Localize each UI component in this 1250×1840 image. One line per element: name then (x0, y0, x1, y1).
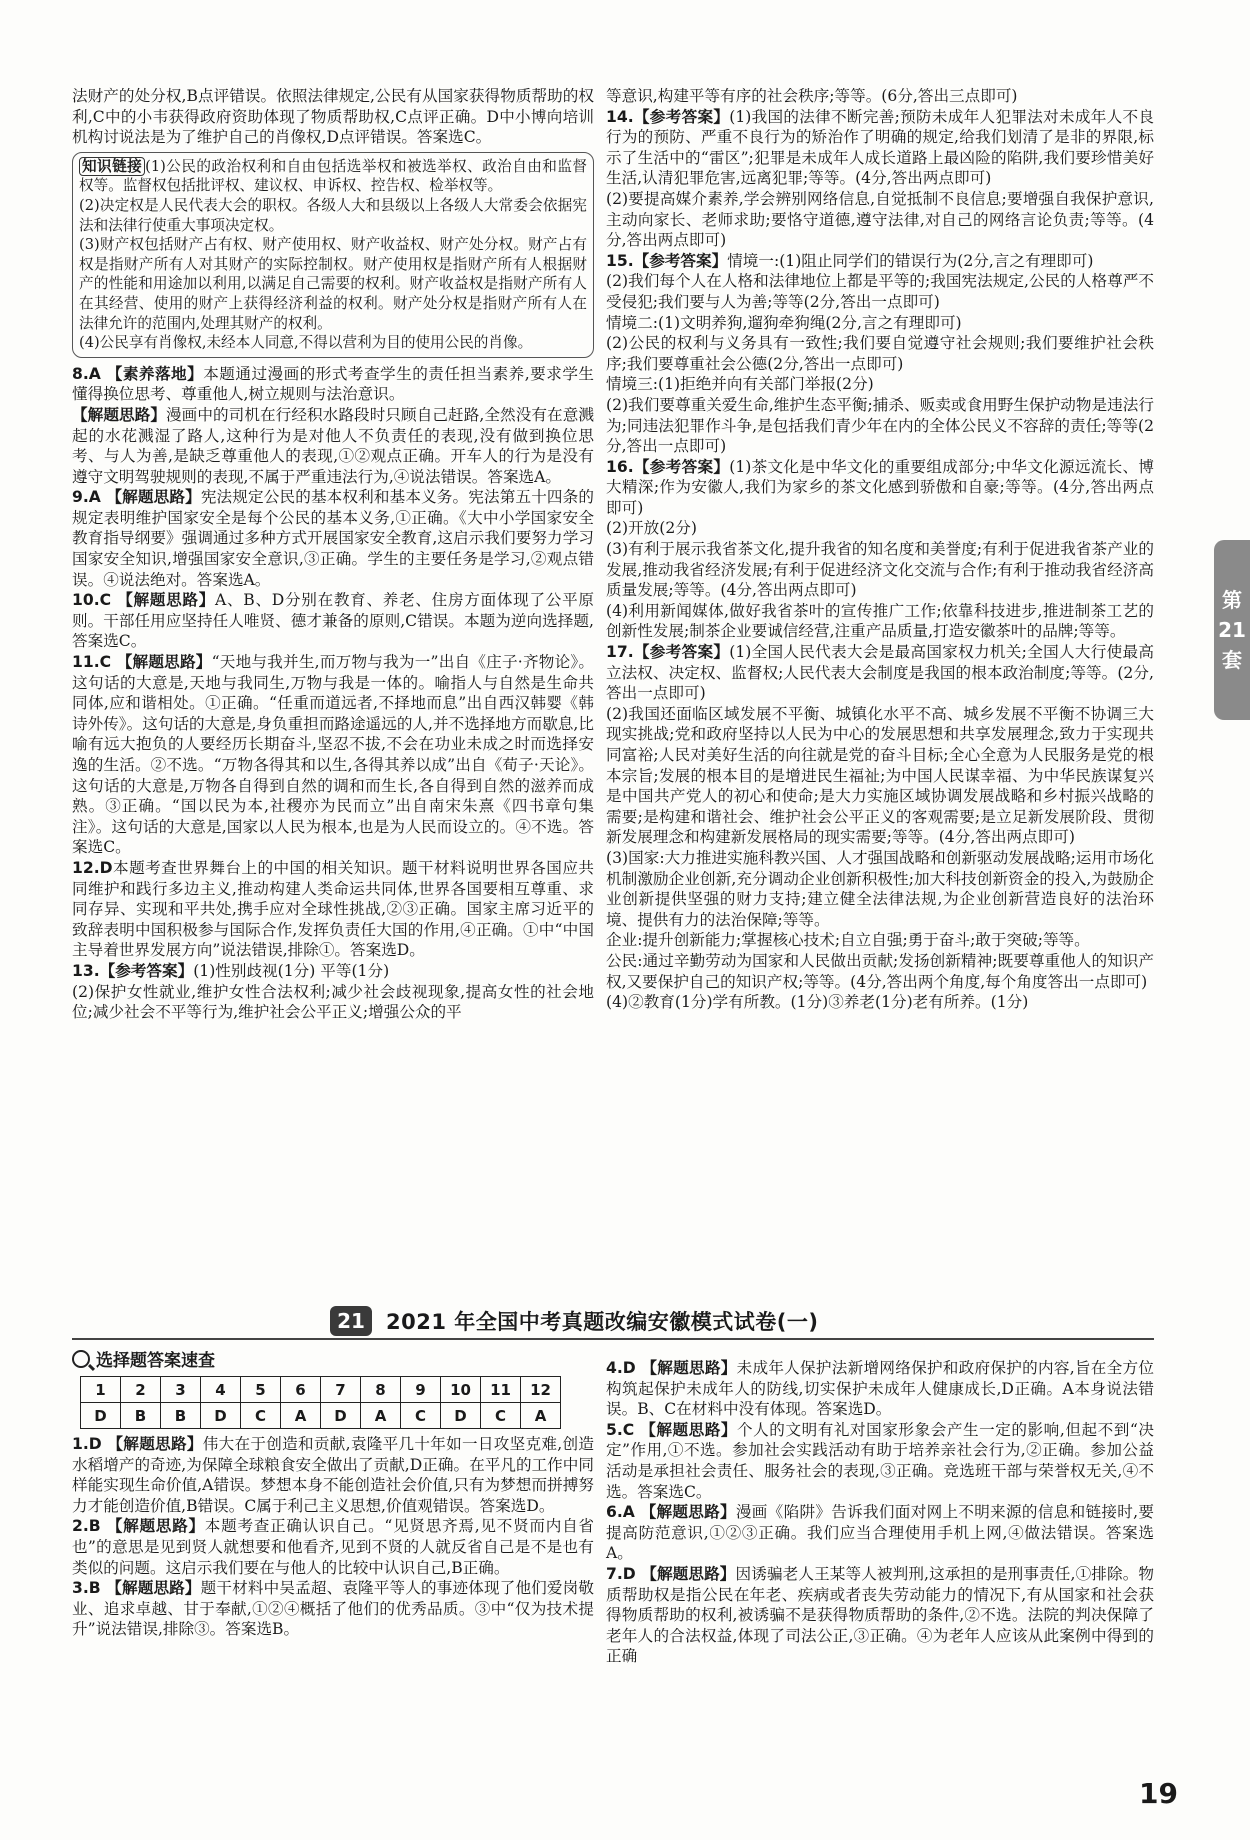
table-cell: B (121, 1403, 161, 1429)
answer-text: (2)保护女性就业,维护女性合法权利;减少社会歧视现象,提高女性的社会地位;减少社会不平等行为,维护社会公平正义;增强公众的平 (72, 982, 594, 1022)
answer-text: 情境三:(1)拒绝并向有关部门举报(2分) (606, 375, 874, 394)
answer-text: 题干材料中吴孟超、袁隆平等人的事迹体现了他们爱岗敬业、追求卓越、甘于奉献,①②④概括了他们的优秀品质。③中“仅为技术提升”说法错误,排除③。答案选B。 (72, 1579, 594, 1639)
answer-text: 漫画《陷阱》告诉我们面对网上不明来源的信息和链接时,要提高防范意识,①②③正确。我们应当合理使用手机上网,④做法错误。答案选A。 (606, 1503, 1154, 1563)
answer-item (606, 333, 1154, 374)
table-cell: 8 (361, 1377, 401, 1403)
answer-head: 15.【参考答案】 (606, 251, 728, 270)
table-cell: B (161, 1403, 201, 1429)
answer-text: (2)公民的权利与义务具有一致性;我们要自觉遵守社会规则;我们要维护社会秩序;我们要尊重社会公德(2分,答出一点即可) (606, 334, 1154, 373)
answer-head: 14.【参考答案】 (606, 107, 730, 126)
answer-head: 12.D (72, 858, 113, 877)
answer-text: 本题考查世界舞台上的中国的相关知识。题干材料说明世界各国应共同维护和践行多边主义,推动构建人类命运共同体,世界各国要相互尊重、求同存异、实现和平共处,携手应对全球性挑战,②③正确。国家主席习近平的致辞表明中国积极参与国际合作,发挥负责任大国的作用,④正确。①中“中国主导着世界发展方向”说法错误,排除①。答案选D。 (72, 858, 594, 960)
table-cell: C (401, 1403, 441, 1429)
answer-item (72, 982, 594, 1023)
answer-item (72, 858, 594, 961)
answer-head: 【解题思路】 (72, 405, 167, 424)
answer-item (606, 107, 1154, 189)
answer-item (606, 992, 1154, 1013)
answer-item (72, 487, 594, 590)
answer-text: 漫画中的司机在行经积水路段时只顾自己赶路,全然没有在意溅起的水花溅湿了路人,这种行为是对他人不负责任的表现,没有做到换位思考、与人为善,是缺乏尊重他人的表现,①②观点正确。开车人的行为是没有遵守文明驾驶规则的表现,不属于严重违法行为,④说法错误。答案选A。 (72, 405, 594, 486)
answer-item (606, 1358, 1154, 1420)
answer-item (606, 704, 1154, 848)
answer-item (72, 590, 594, 652)
answer-item (606, 539, 1154, 601)
answer-text: (2)我们要尊重关爱生命,维护生态平衡;捕杀、贩卖或食用野生保护动物是违法行为;同违法犯罪作斗争,是包括我们青少年在内的全体公民义不容辞的责任;等等(2分,答出一点即可) (606, 395, 1154, 456)
answer-text: (1)茶文化是中华文化的重要组成部分;中华文化源远流长、博大精深;作为安徽人,我们为家乡的茶文化感到骄傲和自豪;等等。(4分,答出两点即可) (606, 457, 1155, 517)
set-side-tab (1214, 540, 1250, 720)
answer-item (606, 251, 1154, 272)
answer-text: (2)开放(2分) (606, 519, 697, 538)
table-cell: C (481, 1403, 521, 1429)
answer-head: 16.【参考答案】 (606, 457, 730, 476)
side-tab-text: 套 (1222, 648, 1242, 672)
answer-head: 13.【参考答案】 (72, 961, 194, 980)
table-cell: 6 (281, 1377, 321, 1403)
answer-head: 4.D 【解题思路】 (606, 1359, 737, 1377)
answer-text: (1)全国人民代表大会是最高国家权力机关;全国人大行使最高立法权、决定权、监督权;人民代表大会制度是我国的根本政治制度;等等。(2分,答出一点即可) (606, 643, 1155, 703)
table-cell: D (201, 1403, 241, 1429)
banner-divider (72, 1338, 1154, 1340)
table-cell: 12 (521, 1377, 561, 1403)
bottom-right-column (606, 1358, 1154, 1667)
table-cell: 9 (401, 1377, 441, 1403)
answer-text: 宪法规定公民的基本权利和基本义务。宪法第五十四条的规定表明维护国家安全是每个公民的基本义务,①正确。《大中小学国家安全教育指导纲要》强调通过多种方式开展国家安全教育,这启示我们要努力学习国家安全知识,增强国家安全意识,③正确。学生的主要任务是学习,②观点错误。④说法绝对。答案选A。 (72, 488, 594, 589)
answer-text: 情境二:(1)文明养狗,遛狗牵狗绳(2分,言之有理即可) (606, 313, 962, 332)
side-tab-text: 第 (1222, 588, 1242, 612)
answer-item (606, 395, 1154, 457)
table-cell: D (441, 1403, 481, 1429)
answer-text: 等意识,构建平等有序的社会秩序;等等。(6分,答出三点即可) (606, 87, 1018, 105)
answer-item (72, 364, 594, 405)
answer-text: (2)我们每个人在人格和法律地位上都是平等的;我国宪法规定,公民的人格尊严不受侵犯;我们要与人为善;等等(2分,答出一点即可) (606, 272, 1154, 311)
page-number: 19 (1139, 1777, 1178, 1810)
answer-text: (2)我国还面临区域发展不平衡、城镇化水平不高、城乡发展不平衡不协调三大现实挑战;党和政府坚持以人民为中心的发展思想和共享发展理念,致力于实现共同富裕;人民对美好生活的向往就是党的奋斗目标;全心全意为人民服务是党的根本宗旨;发展的根本目的是增进民生福祉;为中国人民谋幸福、为中华民族谋复兴是中国共产党人的初心和使命;是大力实施区域协调发展战略和乡村振兴战略的需要;是构建和谐社会、维护社会公平正义的客观需要;是立足新发展阶段、贯彻新发展理念和构建新发展格局的现实需要;等等。(4分,答出两点即可) (606, 704, 1154, 847)
magnifier-icon (72, 1350, 90, 1368)
table-cell: D (321, 1403, 361, 1429)
knowledge-box-title: 知识链接 (79, 157, 145, 176)
answer-item (72, 405, 594, 487)
table-cell: 5 (241, 1377, 281, 1403)
answer-head: 2.B 【解题思路】 (72, 1517, 205, 1536)
table-cell: A (521, 1403, 561, 1429)
answer-head: 11.C 【解题思路】 (72, 653, 212, 672)
answer-item (606, 374, 1154, 395)
answer-item (606, 951, 1154, 992)
answer-table (80, 1376, 561, 1429)
answer-head: 9.A 【解题思路】 (72, 488, 201, 507)
table-cell: 2 (121, 1377, 161, 1403)
left-column (72, 86, 594, 1023)
left-intro: 法财产的处分权,B点评错误。依照法律规定,公民有从国家获得物质帮助的权利,C中的小韦获得政府资助体现了物质帮助权,C点评正确。D中小博向培训机构讨说法是为了维护自己的肖像权,D点评错误。答案选C。 (72, 87, 594, 147)
answer-item (606, 86, 1154, 107)
knowledge-line: (1)公民的政治权利和自由包括选举权和被选举权、政治自由和监督权等。监督权包括批评权、建议权、申诉权、控告权、检举权等。 (79, 157, 587, 195)
answer-item (606, 848, 1154, 930)
answer-text: 情境一:(1)阻止同学们的错误行为(2分,言之有理即可) (727, 251, 1094, 270)
answer-item (72, 652, 594, 858)
answer-text: (2)要提高媒介素养,学会辨别网络信息,自觉抵制不良信息;要增强自我保护意识,主动向家长、老师求助;要恪守道德,遵守法律,对自己的网络言论负责;等等。(4分,答出两点即可) (606, 189, 1154, 250)
table-cell: 7 (321, 1377, 361, 1403)
knowledge-line: (3)财产权包括财产占有权、财产使用权、财产收益权、财产处分权。财产占有权是指财产所有人对其财产的实际控制权。财产使用权是指财产所有人根据财产的性能和用途加以利用,以满足自己需要的权利。财产收益权是指财产所有人在其经营、使用的财产上获得经济利益的权利。财产处分权是指财产所有人在法律允许的范围内,处理其财产的权利。 (79, 236, 587, 332)
table-cell: A (281, 1403, 321, 1429)
answer-text: (3)国家:大力推进实施科教兴国、人才强国战略和创新驱动发展战略;运用市场化机制激励企业创新,充分调动企业创新积极性;加大科技创新资金的投入,为鼓励企业创新提供坚强的财力支持;建立健全法律法规,为企业创新营造良好的法治环境、提供有力的法治保障;等等。 (606, 848, 1154, 929)
answer-text: 因诱骗老人王某等人被判刑,这承担的是刑事责任,①排除。物质帮助权是指公民在年老、疾病或者丧失劳动能力的情况下,有从国家和社会获得物质帮助的权利,被诱骗不是获得物质帮助的条件,②不选。法院的判决保障了老年人的合法权益,体现了司法公正,③正确。④为老年人应该从此案例中得到的正确 (606, 1564, 1154, 1666)
answer-item (606, 1502, 1154, 1564)
right-column (606, 86, 1154, 1013)
answer-text: (3)有利于展示我省茶文化,提升我省的知名度和美誉度;有利于促进我省茶产业的发展,推动我省经济发展;有利于促进经济文化交流与合作;有利于推动我省经济高质量发展;等等。(4分,答出两点即可) (606, 540, 1154, 600)
table-cell: D (81, 1403, 121, 1429)
answer-item (606, 1564, 1154, 1667)
side-tab-text: 21 (1218, 618, 1246, 642)
answer-item (606, 642, 1154, 704)
table-row-numbers (81, 1377, 561, 1403)
answer-text: “天地与我并生,而万物与我为一”出自《庄子·齐物论》。这句话的大意是,天地与我同生,万物与我是一体的。喻指人与自然是生命共同体,应和谐相处。①正确。“任重而道远者,不择地而息”出自西汉韩婴《韩诗外传》。这句话的大意是,身负重担而路途遥远的人,并不选择地方而歇息,比喻有远大抱负的人要经历长期奋斗,坚忍不拔,不会在功业未成之时而选择安逸的生活。②不选。“万物各得其和以生,各得其养以成”出自《荀子·天论》。这句话的大意是,万物各自得到自然的调和而生长,各自得到自然的滋养而成熟。③正确。“国以民为本,社稷亦为民而立”出自南宋朱熹《四书章句集注》。这句话的大意是,国家以人民为根本,也是为人民而设立的。④不选。答案选C。 (72, 653, 594, 857)
bottom-left-column (72, 1434, 594, 1640)
answer-item (72, 1578, 594, 1640)
test-banner (72, 1302, 1154, 1340)
table-cell: 10 (441, 1377, 481, 1403)
answer-head: 1.D 【解题思路】 (72, 1435, 203, 1453)
answer-item (72, 1516, 594, 1578)
answer-text: 公民:通过辛勤劳动为国家和人民做出贡献;发扬创新精神;既要尊重他人的知识产权,又要保护自己的知识产权;等等。(4分,答出两个角度,每个角度答出一点即可) (606, 951, 1154, 991)
table-cell: 1 (81, 1377, 121, 1403)
quick-answer-title: 选择题答案速查 (96, 1351, 215, 1371)
answer-item (606, 518, 1154, 539)
quick-answer-header (72, 1346, 215, 1371)
answer-text: 本题考查正确认识自己。“见贤思齐焉,见不贤而内自省也”的意思是见到贤人就想要和他看齐,见到不贤的人就反省自己是不是也有类似的问题。这启示我们要在与他人的比较中认识自己,B正确。 (72, 1517, 594, 1577)
answer-head: 8.A 【素养落地】 (72, 364, 204, 383)
answer-item (72, 961, 594, 982)
answer-item (606, 313, 1154, 334)
answer-item (606, 930, 1154, 951)
table-cell: A (361, 1403, 401, 1429)
answer-text: 未成年人保护法新增网络保护和政府保护的内容,旨在全方位构筑起保护未成年人的防线,切实保护未成年人健康成长,D正确。A本身说法错误。B、C在材料中没有体现。答案选D。 (606, 1359, 1154, 1419)
table-row-answers (81, 1403, 561, 1429)
knowledge-line: (2)决定权是人民代表大会的职权。各级人大和县级以上各级人大常委会依据宪法和法律行使重大事项决定权。 (79, 196, 587, 234)
answer-head: 7.D 【解题思路】 (606, 1564, 736, 1583)
knowledge-box (72, 152, 594, 358)
answer-text: (4)②教育(1分)学有所教。(1分)③养老(1分)老有所养。(1分) (606, 993, 1029, 1012)
table-cell: 4 (201, 1377, 241, 1403)
answer-text: 企业:提升创新能力;掌握核心技术;自立自强;勇于奋斗;敢于突破;等等。 (606, 931, 1090, 950)
answer-text: A、B、D分别在教育、养老、住房方面体现了公平原则。干部任用应坚持任人唯贤、德才兼备的原则,C错误。本题为逆向选择题,答案选C。 (72, 591, 594, 651)
answer-text: (1)我国的法律不断完善;预防未成年人犯罪法对未成年人不良行为的预防、严重不良行为的矫治作了明确的规定,给我们划清了是非的界限,标示了生活中的“雷区”;犯罪是未成年人成长道路上最凶险的陷阱,我们要珍惜美好生活,认清犯罪危害,远离犯罪;等等。(4分,答出两点即可) (606, 107, 1155, 188)
answer-head: 17.【参考答案】 (606, 643, 730, 662)
knowledge-line: (4)公民享有肖像权,未经本人同意,不得以营利为目的使用公民的肖像。 (79, 334, 533, 352)
test-title: 2021 年全国中考真题改编安徽模式试卷(一) (386, 1310, 819, 1334)
answer-text: 伟大在于创造和贡献,袁隆平几十年如一日攻坚克难,创造水稻增产的奇迹,为保障全球粮食安全做出了贡献,D正确。在平凡的工作中同样能实现生命价值,A错误。梦想本身不能创造社会价值,只有为梦想而拼搏努力才能创造价值,B错误。C属于利己主义思想,价值观错误。答案选D。 (72, 1435, 594, 1515)
test-number-badge: 21 (330, 1306, 372, 1336)
answer-text: (1)性别歧视(1分) 平等(1分) (193, 961, 390, 980)
table-cell: 11 (481, 1377, 521, 1403)
answer-item (72, 1434, 594, 1516)
answer-item (606, 189, 1154, 251)
answer-text: (4)利用新闻媒体,做好我省茶叶的宣传推广工作;依靠科技进步,推进制茶工艺的创新性发展;制茶企业要诚信经营,注重产品质量,打造安徽茶叶的品牌;等等。 (606, 601, 1154, 641)
table-cell: 3 (161, 1377, 201, 1403)
answer-item (606, 601, 1154, 642)
answer-item (606, 1420, 1154, 1502)
answer-head: 5.C 【解题思路】 (606, 1420, 738, 1439)
answer-item (606, 457, 1154, 519)
answer-item (606, 271, 1154, 312)
answer-text: 本题通过漫画的形式考查学生的责任担当素养,要求学生懂得换位思考、尊重他人,树立规则与法治意识。 (72, 364, 594, 404)
answer-head: 10.C 【解题思路】 (72, 591, 216, 610)
answer-text: 个人的文明有礼对国家形象会产生一定的影响,但起不到“决定”作用,①不选。参加社会实践活动有助于培养亲社会行为,②正确。参加公益活动是承担社会责任、服务社会的表现,③正确。竞选班干部与荣誉权无关,④不选。答案选C。 (606, 1420, 1154, 1501)
answer-head: 6.A 【解题思路】 (606, 1503, 736, 1522)
answer-head: 3.B 【解题思路】 (72, 1579, 201, 1598)
table-cell: C (241, 1403, 281, 1429)
